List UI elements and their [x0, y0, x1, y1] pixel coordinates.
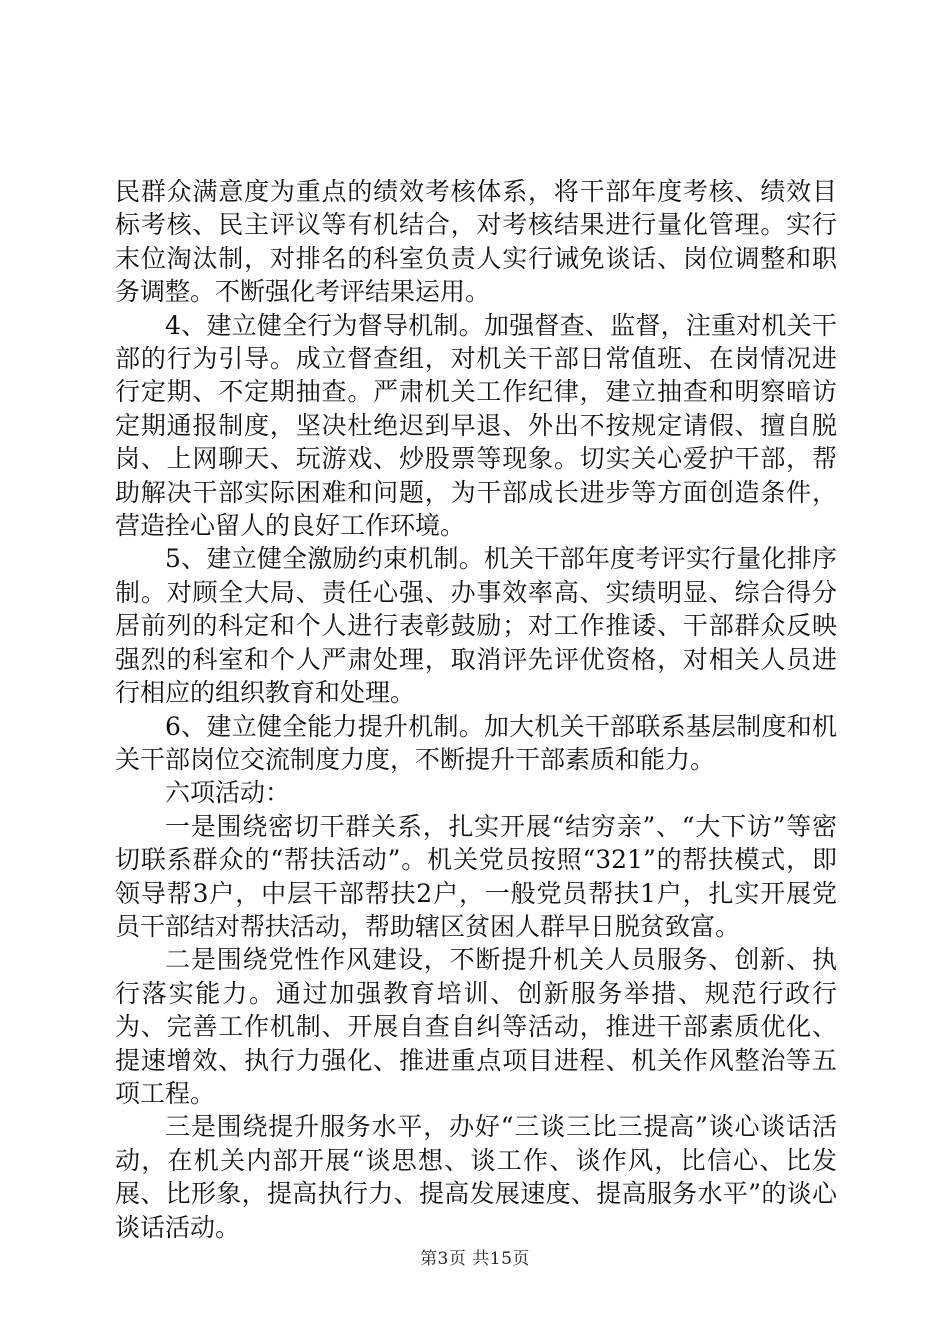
paragraph-activity-one: 一是围绕密切干群关系，扎实开展“结穷亲”、“大下访”等密切联系群众的“帮扶活动”。机关党员按照“321”的帮扶模式，即领导帮3户，中层干部帮扶2户，一般党员帮扶1户，扎实开展党员干部结对帮扶活动，帮助辖区贫困人群早日脱贫致富。 — [115, 811, 837, 941]
page-number-footer: 第3页 共15页 — [420, 1249, 530, 1269]
paragraph-behavior-supervision: 4、建立健全行为督导机制。加强督查、监督，注重对机关干部的行为引导。成立督查组，对机关干部日常值班、在岗情况进行定期、不定期抽查。严肃机关工作纪律，建立抽查和明察暗访定期通报制度，坚决杜绝迟到早退、外出不按规定请假、擅自脱岗、上网聊天、玩游戏、炒股票等现象。切实关心爱护干部，帮助解决干部实际困难和问题，为干部成长进步等方面创造条件，营造拴心留人的良好工作环境。 — [115, 310, 837, 541]
paragraph-activity-two: 二是围绕党性作风建设，不断提升机关人员服务、创新、执行落实能力。通过加强教育培训、创新服务举措、规范行政行为、完善工作机制、开展自查自纠等活动，推进干部素质优化、提速增效、执行力强化、推进重点项目进程、机关作风整治等五项工程。 — [115, 945, 837, 1108]
paragraph-activity-three: 三是围绕提升服务水平，办好“三谈三比三提高”谈心谈话活动，在机关内部开展“谈思想、谈工作、谈作风，比信心、比发展、比形象，提高执行力、提高发展速度、提高服务水平”的谈心谈话活动。 — [115, 1112, 837, 1242]
paragraph-continuation: 民群众满意度为重点的绩效考核体系，将干部年度考核、绩效目标考核、民主评议等有机结合，对考核结果进行量化管理。实行末位淘汰制，对排名的科室负责人实行诫免谈话、岗位调整和职务调整。不断强化考评结果运用。 — [115, 177, 837, 307]
paragraph-capability-mechanism: 6、建立健全能力提升机制。加大机关干部联系基层制度和机关干部岗位交流制度力度，不断提升干部素质和能力。 — [115, 711, 837, 774]
document-body — [115, 175, 837, 1244]
paragraph-incentive-mechanism: 5、建立健全激励约束机制。机关干部年度考评实行量化排序制。对顾全大局、责任心强、办事效率高、实绩明显、综合得分居前列的科定和个人进行表彰鼓励；对工作推诿、干部群众反映强烈的科室和个人严肃处理，取消评先评优资格，对相关人员进行相应的组织教育和处理。 — [115, 544, 837, 708]
section-heading-six-activities: 六项活动： — [165, 778, 291, 808]
